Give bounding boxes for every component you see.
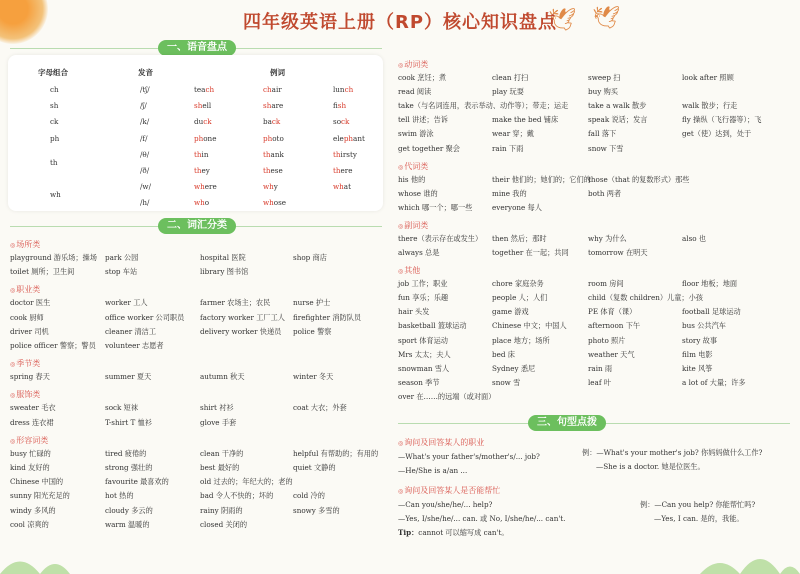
vocab-item: whose 谁的 [398,188,438,198]
vocab-item: basketball 篮球运动 [398,321,467,331]
example-word [333,134,365,144]
vocab-item: mine 我的 [492,188,527,198]
vocab-item: sweater 毛衣 [10,403,56,413]
vocab-item: library 图书馆 [200,267,249,277]
vocab-item: buy 购买 [588,87,618,97]
bird-icon: 🕊 [548,8,576,33]
example-sentence: 例：—Can you help? 你能帮忙吗? [640,500,756,509]
vocab-item: helpful 有帮助的；有用的 [293,448,379,458]
vocab-item: read 阅读 [398,87,432,97]
vocab-item: those（that 的复数形式）那些 [588,174,690,184]
example-word [263,134,284,144]
vocab-item: spring 春天 [10,372,50,382]
vocab-item: why 为什么 [588,233,627,243]
vocab-item: volunteer 志愿者 [105,341,164,350]
word-part: ck [341,117,350,127]
word-part: ell [202,101,212,111]
vocab-item: fun 享乐；乐趣 [398,293,449,303]
vocab-item: their 他们的；她们的；它们的 [492,174,591,184]
word-part: wh [333,182,344,192]
word-part: sh [194,101,203,111]
phonics-combo: sh [50,101,59,111]
vocab-item: photo 照片 [588,335,626,345]
vocab-item: closed 关闭的 [200,519,248,529]
example-word [194,182,217,192]
vocab-item: wear 穿；戴 [492,129,534,139]
vocab-item: Chinese 中国的 [10,477,64,487]
vocab-item: Chinese 中文；中国人 [492,321,567,331]
vocab-item: office worker 公司职员 [105,312,185,322]
vocab-item: story 故事 [682,335,718,345]
vocab-item: season 季节 [398,377,440,387]
vocab-item: over 在……的远端（或对面） [398,391,496,401]
word-part: so [333,117,342,127]
example-word [263,182,278,192]
vocab-item: take（与名词连用，表示举动、动作等）；带走；运走 [398,101,569,111]
vocab-item: glove 手套 [200,417,237,427]
word-part: oto [272,133,284,143]
vocab-item: child（复数 children）儿童；小孩 [588,293,703,303]
vocab-item: cook 厨师 [10,312,44,322]
word-part: ere [204,182,217,192]
sentence-line: —What's your father's/mother's/... job? [398,452,540,461]
vocab-item: tired 疲倦的 [105,448,147,458]
vocab-item: Mrs 太太；夫人 [398,349,451,359]
vocab-item: busy 忙碌的 [10,448,51,458]
vocab-section-title: ◎ 动词类 [398,60,428,71]
vocab-item: swim 游泳 [398,129,434,139]
example-word [194,85,214,95]
word-part: air [271,85,282,94]
example-word [333,150,357,160]
word-part: th [263,166,271,175]
vocab-section-title: ◎ 场所类 [10,240,40,251]
sentence-line: —He/She is a/an ... [398,466,468,475]
vocab-item: tell 讲述；告诉 [398,115,448,125]
vocab-item: leaf 叶 [588,377,611,387]
vocab-section-title: ◎ 服饰类 [10,390,40,401]
phonics-combo: ch [50,85,59,94]
word-part: wh [194,198,205,208]
sentence-tip [398,528,509,538]
example-sentence: —She is a doctor. 她是位医生。 [596,462,705,471]
phonics-sound: /k/ [140,117,150,127]
vocab-item: clean 干净的 [200,448,244,458]
vocab-item: winter 冬天 [293,372,334,382]
example-word [194,101,211,111]
vocab-item: strong 强壮的 [105,463,153,472]
word-part: ese [270,166,283,175]
vocab-item: weather 天气 [588,349,635,359]
phonics-sound: /ʃ/ [140,101,147,111]
vocab-item: snowman 雪人 [398,363,450,373]
vocab-item: autumn 秋天 [200,372,245,382]
vocab-section-title: ◎ 职业类 [10,285,40,296]
word-part: y [273,182,278,192]
vocab-item: also 也 [682,233,707,243]
vocab-item: make the bed 铺床 [492,115,559,125]
vocab-item: farmer 农场主；农民 [200,298,271,308]
page-title: 四年级英语上册（RP）核心知识盘点 [242,12,558,33]
tip-label: Tip： [398,528,419,537]
vocab-item: windy 多风的 [10,505,56,515]
vocab-item: always 总是 [398,248,440,257]
example-word [263,198,286,208]
sentence-title: ◎ 询问及回答某人是否能帮忙 [398,486,500,497]
vocab-item: look after 照顾 [682,73,734,82]
example-word [333,166,352,176]
word-part: th [194,149,202,159]
vocab-item: clean 打扫 [492,73,529,82]
vocab-item: nurse 护士 [293,298,331,308]
vocab-item: doctor 医生 [10,298,51,308]
sentence-line: —Can you/she/he/... help? [398,500,493,509]
word-part: ch [205,85,215,94]
vocab-item: snow 下雪 [588,143,624,153]
word-part: wh [263,182,274,192]
word-part: ph [343,133,354,143]
vocab-section-title: ◎ 代词类 [398,162,428,173]
vocab-item: people 人；人们 [492,293,548,303]
vocab-item: warm 温暖的 [105,519,150,529]
word-part: ph [263,133,273,143]
vocab-item: shirt 衬衫 [200,403,234,413]
word-part: ba [263,117,272,127]
vocab-item: everyone 每人 [492,202,542,212]
vocab-item: bus 公共汽车 [682,321,726,331]
vocab-item: both 两者 [588,188,622,198]
word-part: ank [270,149,284,159]
tip-text: cannot 可以缩写成 can't。 [418,528,509,537]
example-sentence: 例：—What's your mother's job? 你妈妈做什么工作? [582,448,763,457]
phonics-combo: ck [50,117,59,127]
example-word [333,182,351,192]
word-part: tea [194,85,206,94]
vocab-item: fly 操纵（飞行器等）；飞 [682,115,762,125]
vocab-item: dress 连衣裙 [10,417,54,427]
vocab-item: cleaner 清洁工 [105,326,157,336]
word-part: wh [263,198,274,208]
word-part: sh [337,101,347,111]
vocab-item: rain 雨 [588,363,613,373]
bird-icon: 🕊 [592,6,620,31]
vocab-item: walk 散步；行走 [682,101,738,111]
sentences-banner: 三、句型点拨 [528,415,606,431]
vocab-item: Sydney 悉尼 [492,363,536,373]
vocab-item: room 房间 [588,279,624,289]
vocab-item: hospital 医院 [200,253,246,262]
vocab-item: a lot of 大量；许多 [682,377,746,387]
word-part: are [271,101,284,111]
vocab-item: kind 友好的 [10,463,50,472]
vocab-item: together 在一起；共同 [492,248,569,257]
vocab-section-title: ◎ 其他 [398,266,420,277]
example-word [194,198,209,208]
vocab-item: get（使）达到，处于 [682,129,752,139]
word-part: ey [201,166,210,175]
vocab-item: snow 雪 [492,377,521,387]
vocab-item: toilet 厕所；卫生间 [10,267,75,277]
vocab-item: place 地方；场所 [492,335,550,345]
sentence-line: —Yes, I/she/he/... can. 或 No, I/she/he/... can't. [398,514,566,523]
vocab-item: get together 聚会 [398,143,460,153]
word-part: o [204,198,210,208]
vocab-item: bad 令人不快的；坏的 [200,491,274,501]
vocab-item: worker 工人 [105,298,148,308]
vocab-item: park 公园 [105,253,139,262]
vocab-item: delivery worker 快递员 [200,326,282,336]
vocab-item: police 警察 [293,326,332,336]
example-word [263,150,284,160]
example-sentence: —Yes, I can. 是的，我能。 [654,514,744,523]
word-part: sh [263,101,272,111]
vocab-item: rain 下雨 [492,143,524,153]
vocab-item: cook 烹饪；煮 [398,73,447,82]
vocab-item: sweep 扫 [588,73,621,82]
vocab-item: chore 家庭杂务 [492,279,544,289]
example-word [263,117,280,127]
example-word [263,85,282,95]
word-part: ch [344,85,354,94]
vocab-item: play 玩耍 [492,87,524,97]
phonics-sound: /tʃ/ [140,85,150,94]
vocab-item: driver 司机 [10,326,49,336]
word-part: lun [333,85,345,94]
vocab-item: there（表示存在或发生） [398,233,483,243]
word-part: at [343,182,351,192]
vocab-item: fall 落下 [588,129,617,139]
word-part: irsty [340,149,357,159]
vocab-banner: 二、词汇分类 [158,218,236,234]
phonics-sound: /f/ [140,133,148,143]
vocab-item: his 他的 [398,174,426,184]
example-word [333,101,346,111]
vocab-item: sport 体育运动 [398,335,448,345]
vocab-item: firefighter 消防队员 [293,312,362,322]
vocab-item: PE 体育（课） [588,307,637,317]
phonics-header: 例词 [270,68,285,77]
vocab-item: hair 头发 [398,307,430,317]
vocab-item: rainy 阴雨的 [200,505,243,515]
word-part: ph [194,133,204,143]
vocab-item: factory worker 工厂工人 [200,312,285,322]
word-part: wh [194,182,205,192]
sentence-title: ◎ 询问及回答某人的职业 [398,438,484,449]
word-part: fi [333,101,338,111]
vocab-section-title: ◎ 副词类 [398,221,428,232]
word-part: th [333,149,341,159]
vocab-item: coat 大衣；外套 [293,403,347,413]
vocab-item: cold 冷的 [293,491,325,501]
phonics-sound: /θ/ [140,149,150,159]
word-part: ch [263,85,272,94]
vocab-item: best 最好的 [200,463,240,472]
phonics-combo: th [50,158,58,167]
vocab-item: floor 地板；地面 [682,279,738,289]
grass-decoration [0,544,800,574]
phonics-banner: 一、语音盘点 [158,40,236,56]
word-part: in [201,149,209,159]
vocab-item: cool 凉爽的 [10,519,49,529]
example-word [263,166,283,176]
phonics-sound: /h/ [140,198,150,208]
example-word [333,117,349,127]
vocab-item: shop 商店 [293,253,327,262]
vocab-item: job 工作；职业 [398,279,448,289]
vocab-item: hot 热的 [105,491,134,501]
vocab-item: quiet 文静的 [293,463,336,472]
vocab-item: police officer 警察；警员 [10,341,96,350]
word-part: du [194,117,204,127]
word-part: ere [340,166,353,175]
phonics-sound: /w/ [140,182,151,192]
vocab-item: afternoon 下午 [588,321,641,331]
example-word [263,101,283,111]
vocab-item: old 过去的；年纪大的；老的 [200,477,293,487]
vocab-item: cloudy 多云的 [105,505,153,515]
example-word [194,134,216,144]
word-part: ele [333,133,344,143]
example-word [194,166,210,176]
vocab-item: favourite 最喜欢的 [105,477,169,487]
vocab-item: which 哪一个；哪一些 [398,202,473,212]
word-part: th [333,166,341,175]
phonics-combo: wh [50,190,61,200]
word-part: ck [203,117,212,127]
word-part: th [263,149,271,159]
word-part: ose [273,198,287,208]
vocab-item: football 足球运动 [682,307,741,317]
vocab-item: then 然后；那时 [492,233,547,243]
example-word [194,150,208,160]
vocab-item: summer 夏天 [105,372,152,382]
vocab-item: game 游戏 [492,307,529,317]
vocab-item: sunny 阳光充足的 [10,491,70,501]
vocab-item: T-shirt T 恤衫 [105,417,152,427]
vocab-section-title: ◎ 季节类 [10,359,40,370]
example-word [194,117,212,127]
vocab-item: snowy 多雪的 [293,505,340,515]
vocab-item: take a walk 散步 [588,101,647,111]
word-part: th [194,166,202,175]
vocab-item: bed 床 [492,349,515,359]
phonics-combo: ph [50,133,60,143]
example-word [333,85,353,95]
vocab-item: speak 说话；发言 [588,115,648,125]
vocab-item: stop 车站 [105,267,138,277]
vocab-item: playground 游乐场；操场 [10,253,97,262]
vocab-item: film 电影 [682,349,713,359]
vocab-item: kite 风筝 [682,363,713,373]
phonics-sound: /ð/ [140,166,150,175]
word-part: one [203,133,217,143]
phonics-header: 字母组合 [38,68,68,77]
word-part: ant [353,133,365,143]
phonics-header: 发音 [138,68,153,77]
vocab-item: sock 短袜 [105,403,139,413]
vocab-item: tomorrow 在明天 [588,248,648,257]
word-part: ck [271,117,281,127]
vocab-section-title: ◎ 形容词类 [10,436,48,447]
